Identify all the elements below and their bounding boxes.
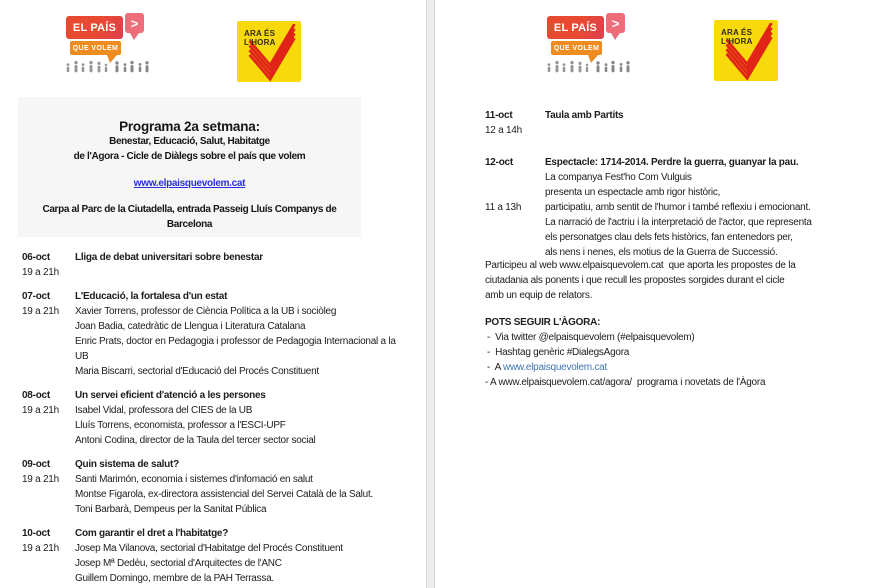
schedule-item-09oct (22, 457, 420, 517)
event-title: Com garantir el dret a l'habitatge? (75, 528, 229, 539)
right-schedule (485, 108, 867, 269)
pages-divider (426, 0, 435, 588)
speaker-line: Xavier Torrens, professor de Ciència Política a la UB i sociòleg (75, 306, 337, 317)
speaker-line: Josep Mª Dedèu, sectorial d'Arquitectes de l'ANC (75, 558, 282, 569)
event-title: Taula amb Partits (545, 110, 624, 121)
follow-item-agora: - A www.elpaisquevolem.cat/agora/ programa i novetats de l'Àgora (485, 377, 766, 388)
event-title: Lliga de debat universitari sobre benestar (75, 252, 263, 263)
event-time: 19 a 21h (22, 543, 59, 554)
participate-line3: amb un equip de relators. (485, 290, 593, 301)
participate-paragraph (485, 258, 796, 303)
ara-logo-text (721, 29, 753, 46)
araeslhora-logo (237, 21, 301, 82)
event-title: Espectacle: 1714-2014. Perdre la guerra, guanyar la pau. (545, 157, 799, 168)
speaker-line: UB (75, 351, 89, 362)
elpais-arrow-icon: > (606, 13, 625, 33)
venue-line1: Carpa al Parc de la Ciutadella, entrada Passeig Lluís Companys de (42, 204, 337, 215)
speaker-line: Lluís Torrens, economista, professor a l'ESCI-UPF (75, 420, 286, 431)
speaker-line: Santi Marimón, economia i sistemes d'infomació en salut (75, 474, 313, 485)
event-title: Quin sistema de salut? (75, 459, 179, 470)
elpais-subtitle: QUE VOLEM (553, 44, 600, 52)
event-time: 19 a 21h (22, 267, 59, 278)
speaker-line: Maria Biscarri, sectorial d'Educació del Procés Constituent (75, 366, 319, 377)
page-left (0, 0, 426, 588)
ara-line2: L'HORA (244, 37, 276, 47)
venue-line2: Barcelona (166, 219, 213, 230)
program-subtitle-line1: Benestar, Educació, Salut, Habitatge (109, 136, 270, 147)
schedule-item-07oct (22, 289, 420, 379)
follow-item-hashtag: - Hashtag genèric #DialegsAgora (487, 347, 630, 358)
elpais-title: EL PAÍS (553, 21, 598, 34)
elpais-arrow-icon: > (125, 13, 144, 33)
elpais-bubble (547, 16, 604, 39)
left-schedule (22, 250, 420, 588)
elpais-subtitle: QUE VOLEM (72, 44, 119, 52)
participate-line2: ciutadania als ponents i que recull les propostes sorgides durant el cicle (485, 275, 785, 286)
schedule-item-08oct (22, 388, 420, 448)
speaker-line: Toni Barbarà, Dempeus per la Sanitat Pública (75, 504, 267, 515)
speaker-line: Guillem Domingo, membre de la PAH Terrassa. (75, 573, 274, 584)
program-subtitle-line2: de l'Agora - Cicle de Diàlegs sobre el país que volem (73, 151, 306, 162)
elpais-subtitle-banner (551, 41, 602, 55)
event-description-line: participatiu, amb sentit de l'humor i també reflexiu i emocionant. (545, 202, 811, 213)
elpais-arrow-tail (611, 33, 620, 40)
event-time: 19 a 21h (22, 306, 59, 317)
event-title: Un servei eficient d'atenció a les persones (75, 390, 266, 401)
event-date: 10-oct (22, 528, 50, 539)
follow-section (485, 315, 765, 390)
program-website-link[interactable]: www.elpaisquevolem.cat (133, 178, 246, 189)
event-date: 11-oct (485, 110, 513, 121)
ara-line2: L'HORA (721, 36, 753, 46)
follow-item-prefix: - A (487, 362, 503, 373)
event-item-11oct (485, 108, 867, 138)
speaker-line: Enric Prats, doctor en Pedagogia i professor de Pedagogia Internacional a la (75, 336, 396, 347)
event-description-line: La companya Fest'ho Com Vulguis (545, 172, 692, 183)
elpais-logo (66, 13, 148, 73)
people-icon (545, 60, 633, 73)
event-item-12oct (485, 155, 867, 260)
elpais-title: EL PAÍS (72, 21, 117, 34)
speaker-line: Josep Ma Vilanova, sectorial d'Habitatge del Procés Constituent (75, 543, 343, 554)
elpais-bubble (66, 16, 123, 39)
page-right (435, 0, 870, 588)
event-time: 19 a 21h (22, 405, 59, 416)
event-date: 06-oct (22, 252, 50, 263)
event-date: 08-oct (22, 390, 50, 401)
participate-line1: Participeu al web www.elpaisquevolem.cat que aporta les propostes de la (485, 260, 796, 271)
schedule-item-10oct (22, 526, 420, 586)
event-description-line: els personatges clau dels fets històrics, fan entenedors per, (545, 232, 793, 243)
event-description-line: presenta un espectacle amb rigor històric, (545, 187, 721, 198)
event-date: 12-oct (485, 157, 513, 168)
event-description-line: La narració de l'actriu i la interpretació de l'actor, que representa (545, 217, 812, 228)
program-link-row (18, 173, 361, 191)
speaker-line: Montse Figarola, ex-directora assistencial del Servei Català de la Salut. (75, 489, 374, 500)
heading-box (18, 97, 361, 237)
follow-website-link[interactable]: www.elpaisquevolem.cat (502, 362, 607, 373)
event-time: 11 a 13h (485, 202, 522, 213)
follow-item-website (485, 360, 765, 375)
elpais-arrow-tail (130, 33, 139, 40)
speaker-line: Isabel Vidal, professora del CIES de la UB (75, 405, 253, 416)
speaker-line: Joan Badia, catedràtic de Llengua i Literatura Catalana (75, 321, 306, 332)
speaker-line: Antoni Codina, director de la Taula del tercer sector social (75, 435, 316, 446)
event-time: 12 a 14h (485, 125, 522, 136)
ara-line1: ARA ÉS (244, 29, 276, 38)
event-date: 09-oct (22, 459, 50, 470)
people-icon (64, 60, 152, 73)
araeslhora-logo (714, 20, 778, 81)
elpais-subtitle-banner (70, 41, 121, 55)
event-date: 07-oct (22, 291, 50, 302)
venue (18, 202, 361, 232)
event-description-line: als nens i nenes, els motius de la Guerra de Successió. (545, 247, 778, 258)
event-title: L'Educació, la fortalesa d'un estat (75, 291, 228, 302)
follow-heading: POTS SEGUIR L'ÀGORA: (485, 317, 601, 328)
ara-logo-text (244, 30, 276, 47)
elpais-logo (547, 13, 629, 73)
ara-line1: ARA ÉS (721, 28, 753, 37)
schedule-item-06oct (22, 250, 420, 280)
follow-item-twitter: - Via twitter @elpaisquevolem (#elpaisquevolem) (487, 332, 695, 343)
event-time: 19 a 21h (22, 474, 59, 485)
program-title: Programa 2a setmana: (119, 119, 260, 134)
